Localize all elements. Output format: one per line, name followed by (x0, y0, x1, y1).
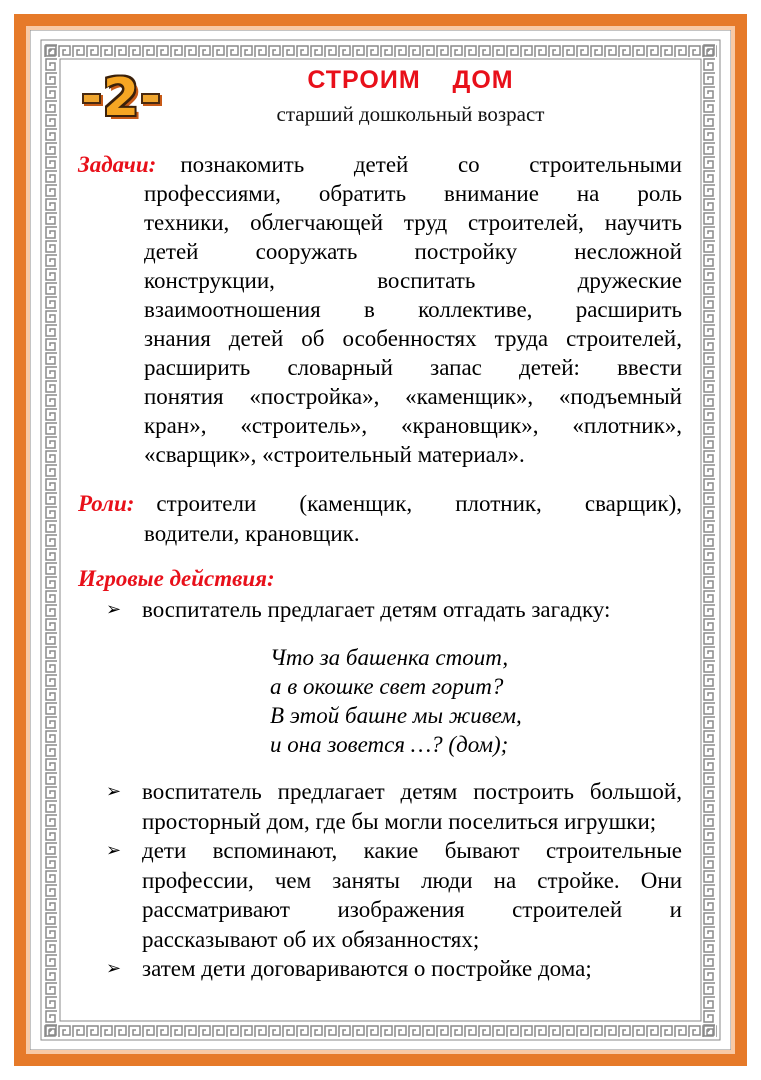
tasks-line: взаимоотношения в коллективе, расширить (144, 297, 682, 322)
list-item-text: дети вспоминают, какие бывают строительные профессии, чем заняты люди на стройке. Они рассматривают изображения строителей и рассказывают об их обязанностях; (142, 838, 682, 952)
arrow-bullet-icon: ➢ (106, 840, 122, 861)
tasks-label: Задачи: (78, 152, 157, 177)
page-title: СТРОИМ ДОМ (307, 66, 514, 94)
tasks-body (144, 179, 682, 469)
tasks-line: понятия «постройка», «каменщик», «подъемный (144, 384, 682, 409)
tasks-line: профессиями, обратить внимание на роль (144, 181, 682, 206)
list-item-text: воспитатель предлагает детям построить большой, просторный дом, где бы могли поселиться игрушки; (142, 779, 682, 834)
riddle-line: В этой башне мы живем, (270, 703, 522, 728)
list-item (106, 954, 682, 984)
riddle-line: и она зовется …? (дом); (270, 732, 509, 757)
roles-label: Роли: (78, 491, 135, 516)
roles-section (78, 489, 682, 549)
riddle-line: а в окошке свет горит? (270, 674, 504, 699)
tasks-line: расширить словарный запас детей: ввести (144, 355, 682, 380)
arrow-bullet-icon: ➢ (106, 599, 122, 620)
tasks-line: конструкции, воспитать дружеские (144, 268, 682, 293)
list-item (106, 777, 682, 836)
tasks-first-line: познакомить детей со строительными (180, 152, 682, 177)
tasks-line: техники, облегчающей труд строителей, научить (144, 210, 682, 235)
age-group-subtitle: старший дошкольный возраст (276, 102, 545, 126)
list-item-text: затем дети договариваются о постройке дома; (142, 956, 592, 981)
riddle-poem (270, 643, 522, 759)
actions-heading (78, 566, 682, 592)
tasks-line: кран», «строитель», «крановщик», «плотник», (144, 413, 682, 438)
list-item (106, 836, 682, 954)
tasks-line: знания детей об особенностях труда строителей, (144, 326, 682, 351)
arrow-bullet-icon: ➢ (106, 781, 122, 802)
roles-first-line: строители (каменщик, плотник, сварщик), (156, 491, 682, 516)
roles-second-line: водители, крановщик. (144, 521, 360, 546)
actions-label: Игровые действия: (78, 566, 275, 591)
actions-list-rest (106, 777, 682, 984)
list-item (106, 595, 682, 624)
tasks-section (78, 150, 682, 469)
tasks-line: детей сооружать постройку несложной (144, 239, 682, 264)
lesson-number: 2 (102, 68, 140, 128)
arrow-bullet-icon: ➢ (106, 958, 122, 979)
actions-list-first (106, 595, 682, 624)
riddle-line: Что за башенка стоит, (270, 645, 509, 670)
list-item-text: воспитатель предлагает детям отгадать загадку: (142, 597, 611, 622)
tasks-line: «сварщик», «строительный материал». (144, 442, 525, 467)
